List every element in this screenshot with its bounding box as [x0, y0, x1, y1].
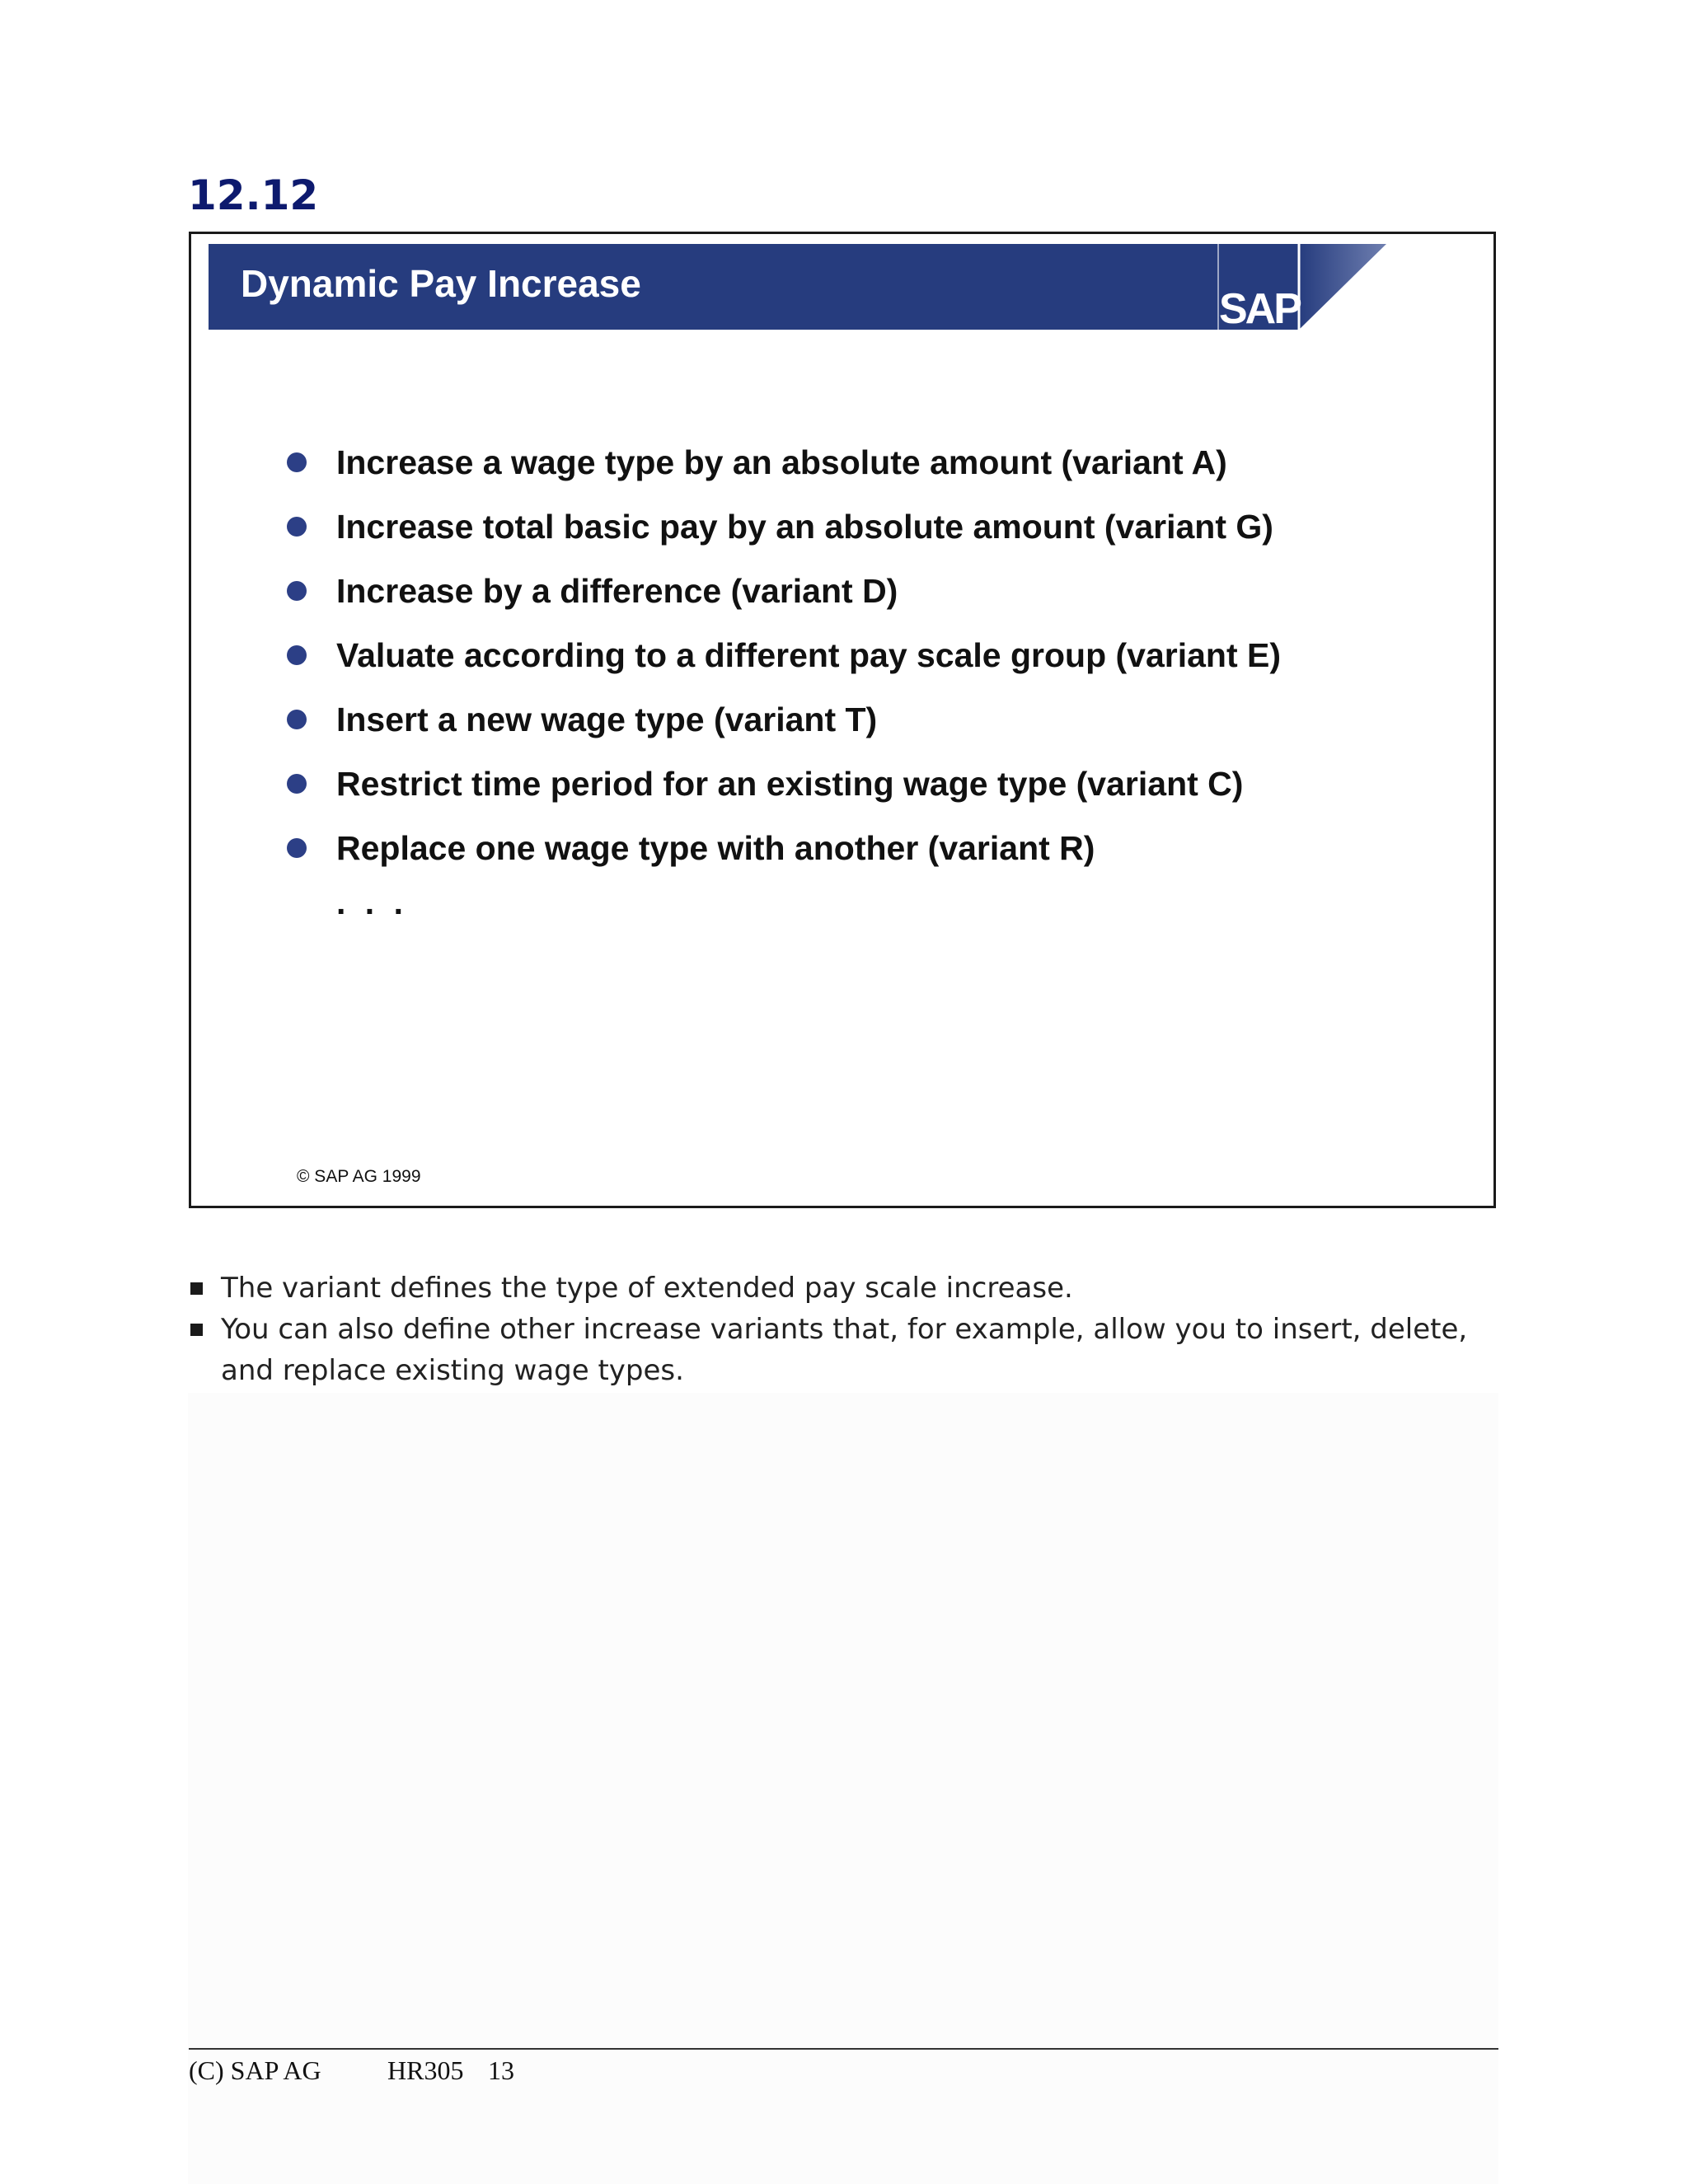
slide-copyright: © SAP AG 1999: [297, 1167, 421, 1186]
section-number: 12.12: [188, 171, 319, 219]
bullet-item: [287, 752, 1281, 816]
slide-frame: [189, 232, 1496, 1208]
footer-course: HR305: [387, 2055, 464, 2085]
page-footer: [189, 2055, 514, 2086]
slide-header: [209, 244, 1420, 330]
bullet-dot-icon: [287, 774, 307, 794]
note-text: You can also define other increase variants that, for example, allow you to insert, delete, and replace existing wage types.: [221, 1313, 1468, 1387]
bullet-text: Increase by a difference (variant D): [336, 571, 898, 610]
bullet-text: Valuate according to a different pay scale group (variant E): [336, 635, 1282, 674]
square-bullet-icon: [190, 1282, 203, 1295]
page-background-region: [188, 1393, 1498, 2184]
bullet-text: Increase total basic pay by an absolute amount (variant G): [336, 507, 1273, 546]
bullet-text: Insert a new wage type (variant T): [336, 700, 878, 738]
bullet-item: [287, 494, 1281, 559]
bullet-dot-icon: [287, 838, 307, 858]
footer-page-number: 13: [488, 2055, 514, 2085]
footer-divider: [189, 2048, 1498, 2050]
bullet-dot-icon: [287, 710, 307, 729]
bullet-item: [287, 687, 1281, 752]
bullet-text: Replace one wage type with another (variant R): [336, 828, 1095, 867]
bullet-dot-icon: [287, 452, 307, 472]
note-item: [188, 1268, 1498, 1309]
bullet-dot-icon: [287, 517, 307, 537]
slide-title-bar: [209, 244, 1217, 330]
square-bullet-icon: [190, 1324, 203, 1336]
note-item: [188, 1309, 1498, 1391]
bullet-item: [287, 623, 1281, 687]
bullet-dot-icon: [287, 645, 307, 665]
sap-logo-text: SAP: [1219, 285, 1300, 330]
bullet-item: [287, 559, 1281, 623]
slide-title: Dynamic Pay Increase: [241, 262, 641, 305]
bullet-item: [287, 816, 1281, 880]
note-text: The variant defines the type of extended pay scale increase.: [221, 1272, 1073, 1305]
bullet-item: [287, 430, 1281, 494]
bullet-dot-icon: [287, 581, 307, 601]
sap-logo-icon: [1217, 244, 1420, 330]
notes-list: [188, 1268, 1498, 1391]
bullet-ellipsis: . . .: [336, 883, 408, 921]
bullet-text: Increase a wage type by an absolute amount (variant A): [336, 443, 1227, 481]
slide-bullet-list: [287, 430, 1281, 880]
bullet-text: Restrict time period for an existing wage type (variant C): [336, 764, 1244, 803]
footer-company: (C) SAP AG: [189, 2055, 321, 2085]
